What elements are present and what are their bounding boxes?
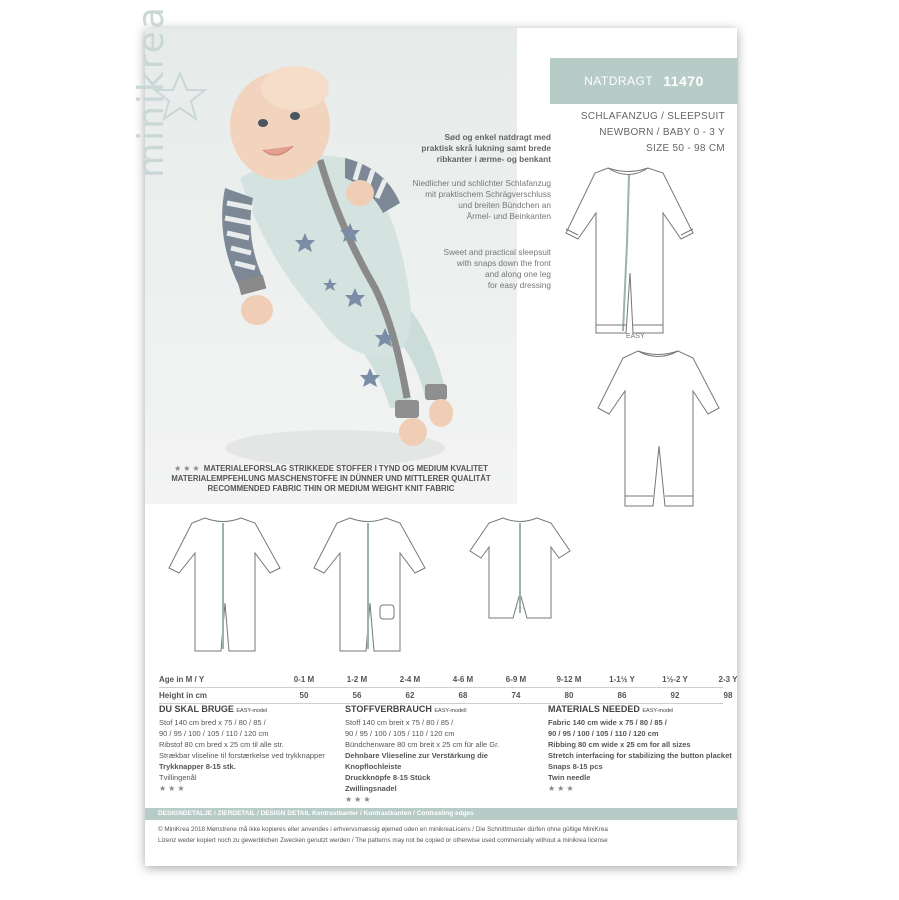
description-german: Niedlicher und schlichter Schlafanzug mit praktischem Schrägverschluss und breiten Bündchen an Ärmel- und Beinkanten <box>412 178 551 221</box>
description-danish: Sød og enkel natdragt med praktisk skrå lukning samt brede ribkanter i ærme- og benkant <box>421 132 551 164</box>
description-english: Sweet and practical sleepsuit with snaps down the front and along one leg for easy dressing <box>443 247 551 290</box>
age-row: Age in M / Y 0-1 M 1-2 M 2-4 M 4-6 M 6-9 M 9-12 M 1-1½ Y 1½-2 Y 2-3 Y <box>159 672 723 688</box>
sleepsuit-back-drawing <box>593 346 723 516</box>
height-row: Height in cm 50 56 62 68 74 80 86 92 98 <box>159 688 723 704</box>
title-label: NATDRAGT <box>584 74 654 88</box>
fabric-line-1: ★★★ MATERIALEFORSLAG STRIKKEDE STOFFER I TYND OG MEDIUM KVALITET <box>174 464 488 473</box>
fabric-line-2: MATERIALEMPFEHLUNG MASCHENSTOFFE IN DÜNNER UND MITTLERER QUALITÄT <box>171 474 491 483</box>
romper-short-drawing <box>465 513 575 628</box>
easy-label: EASY <box>626 333 645 340</box>
subtitle-name: SCHLAFANZUG / SLEEPSUIT <box>580 111 725 122</box>
materials-german: STOFFVERBRAUCH EASY-modell Stoff 140 cm breit x 75 / 80 / 85 / 90 / 95 / 100 / 105 / 110 / 120 cm Bündchenware 80 cm breit x 25 cm für alle Gr. Dehnbare Vlieseline zur Verstärkung die Knopflochleiste Druckknöpfe 8-15 Stück Zwillingsnadel ★★★ <box>345 704 500 804</box>
brand-logo: minikrea <box>131 5 172 178</box>
subtitle-size: SIZE 50 - 98 CM <box>646 143 725 154</box>
design-detail-bar: DESIGNDETALJE / ZIERDETAIL / DESIGN DETAIL Kontrastkanter / Kontrastkanten / Contrasting edges <box>145 808 737 820</box>
pattern-number: 11470 <box>663 73 704 89</box>
rating-stars: ★★★ <box>174 464 202 473</box>
sleepsuit-front-drawing <box>553 163 703 343</box>
size-table <box>159 672 738 704</box>
pattern-sheet <box>131 5 738 866</box>
sleepsuit-long-drawing <box>165 513 285 658</box>
fabric-line-3: RECOMMENDED FABRIC THIN OR MEDIUM WEIGHT KNIT FABRIC <box>207 484 455 493</box>
materials-danish: DU SKAL BRUGE EASY-model Stof 140 cm bred x 75 / 80 / 85 / 90 / 95 / 100 / 105 / 110 / 120 cm Ribstof 80 cm bred x 25 cm til alle str. Strækbar vliseline til forstærkelse ved trykknapper Trykknapper 8-15 stk. Tvillingenål ★★★ <box>159 704 325 793</box>
sleepsuit-pocket-drawing <box>310 513 430 658</box>
copyright-footer: © MiniKrea 2018 Mønstrene må ikke kopieres eller anvendes i erhvervsmæssig øjemed uden en minikreaLicens / Die Schnittmuster dürfen ohne gültige MiniKrea Lizenz weder kopiert noch zu gewerblichen Zwecken genutzt werden / The patterns may not be copied or otherwise used commercially without a minikrea license <box>158 826 608 844</box>
materials-english: MATERIALS NEEDED EASY-model Fabric 140 cm wide x 75 / 80 / 85 / 90 / 95 / 100 / 105 / 110 / 120 cm Ribbing 80 cm wide x 25 cm for all sizes Stretch interfacing for stabilizing the button placket Snaps 8-15 pcs Twin needle ★★★ <box>548 704 732 793</box>
pattern-title <box>550 58 738 104</box>
subtitle-age: NEWBORN / BABY 0 - 3 Y <box>599 127 725 138</box>
